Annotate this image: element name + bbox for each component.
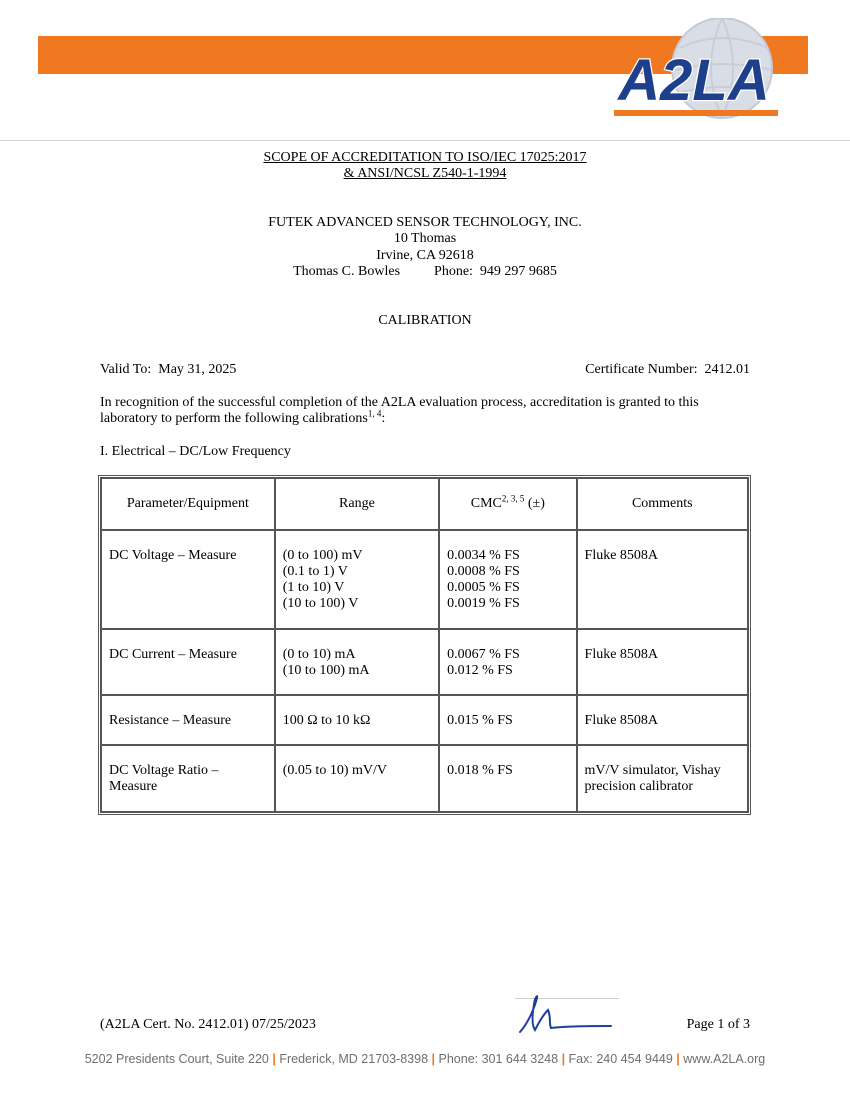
phone-number: 949 297 9685	[479, 264, 557, 279]
cmc-value: 0.018 % FS	[447, 763, 513, 778]
logo-text: A2LA	[618, 48, 770, 113]
scope-title-line2: & ANSI/NCSL Z540-1-1994	[343, 166, 507, 181]
cmc-value: 0.012 % FS	[447, 663, 513, 678]
cell-range	[275, 530, 439, 629]
table-row	[101, 695, 748, 745]
field-heading: CALIBRATION	[378, 313, 472, 328]
table-row	[101, 745, 748, 812]
cell-comments: Fluke 8508A	[577, 530, 748, 629]
organization-city: Irvine, CA 92618	[376, 248, 474, 263]
range-value: (10 to 100) V	[282, 596, 359, 611]
contact-name: Thomas C. Bowles	[293, 264, 401, 279]
cmc-value: 0.0008 % FS	[447, 564, 520, 579]
header-comments: Comments	[577, 478, 748, 530]
phone-label: Phone:	[434, 264, 473, 279]
range-value: (0 to 10) mA	[282, 647, 356, 662]
range-value: (0 to 100) mV	[282, 548, 363, 563]
range-value: (1 to 10) V	[282, 580, 345, 595]
range-value: (0.05 to 10) mV/V	[282, 763, 387, 778]
certificate-value: 2412.01	[704, 362, 750, 377]
cell-comments: Fluke 8508A	[577, 695, 748, 745]
valid-to-label: Valid To:	[100, 362, 152, 377]
organization-street: 10 Thomas	[393, 231, 457, 246]
cell-cmc	[439, 695, 576, 745]
cmc-footnote-ref: 2, 3, 5	[501, 493, 525, 504]
intro-paragraph: In recognition of the successful completion of the A2LA evaluation process, accreditation is granted to this laboratory to perform the following calibrations$^{1, 4}$:	[100, 395, 699, 426]
cmc-value: 0.0019 % FS	[447, 596, 520, 611]
intro-footnote-ref: 1, 4	[367, 408, 382, 419]
valid-to-date: May 31, 2025	[158, 362, 237, 377]
signature	[515, 992, 619, 1040]
footer-cert-line: (A2LA Cert. No. 2412.01) 07/25/2023	[100, 1017, 316, 1032]
cell-range	[275, 745, 439, 812]
cell-parameter: Resistance – Measure	[101, 695, 275, 745]
table-header-row	[101, 478, 748, 530]
intro-text: In recognition of the successful completion of the A2LA evaluation process, accreditation is granted to this laboratory to perform the following calibrations	[100, 395, 699, 426]
a2la-logo	[610, 18, 778, 122]
cell-comments: Fluke 8508A	[577, 629, 748, 695]
certificate-number	[585, 362, 750, 378]
organization-contact-line	[0, 264, 850, 280]
table-row	[101, 629, 748, 695]
page-number: Page 1 of 3	[686, 1017, 750, 1032]
range-value: (10 to 100) mA	[282, 663, 370, 678]
range-value: 100 Ω to 10 kΩ	[282, 713, 371, 728]
cell-parameter: DC Current – Measure	[101, 629, 275, 695]
header-cmc: CMC$^{2, 3, 5}$ (±)	[439, 478, 576, 530]
cell-comments: mV/V simulator, Vishay precision calibrator	[577, 745, 748, 812]
footer-address: 5202 Presidents Court, Suite 220 | Frederick, MD 21703-8398 | Phone: 301 644 3248 | Fax: 240 454 9449 | www.A2LA.org	[84, 1052, 766, 1066]
valid-to	[100, 362, 236, 378]
cell-cmc	[439, 629, 576, 695]
cmc-value: 0.0067 % FS	[447, 647, 520, 662]
header-divider	[0, 140, 850, 141]
certificate-label: Certificate Number:	[585, 362, 698, 377]
cell-range	[275, 629, 439, 695]
cmc-value: 0.0034 % FS	[447, 548, 520, 563]
cell-cmc	[439, 530, 576, 629]
scope-title-line1: SCOPE OF ACCREDITATION TO ISO/IEC 17025:2017	[263, 150, 587, 165]
cell-cmc	[439, 745, 576, 812]
cell-parameter: DC Voltage Ratio – Measure	[101, 745, 275, 812]
website-link[interactable]: www.A2LA.org	[683, 1052, 766, 1066]
header-parameter: Parameter/Equipment	[101, 478, 275, 530]
cell-parameter: DC Voltage – Measure	[101, 530, 275, 629]
organization-name: FUTEK ADVANCED SENSOR TECHNOLOGY, INC.	[268, 215, 582, 230]
range-value: (0.1 to 1) V	[282, 564, 348, 579]
header-range: Range	[275, 478, 439, 530]
table-row	[101, 530, 748, 629]
section-heading: I. Electrical – DC/Low Frequency	[100, 444, 291, 459]
calibration-table	[98, 475, 751, 815]
cmc-value: 0.0005 % FS	[447, 580, 520, 595]
cmc-value: 0.015 % FS	[447, 713, 513, 728]
cell-range	[275, 695, 439, 745]
